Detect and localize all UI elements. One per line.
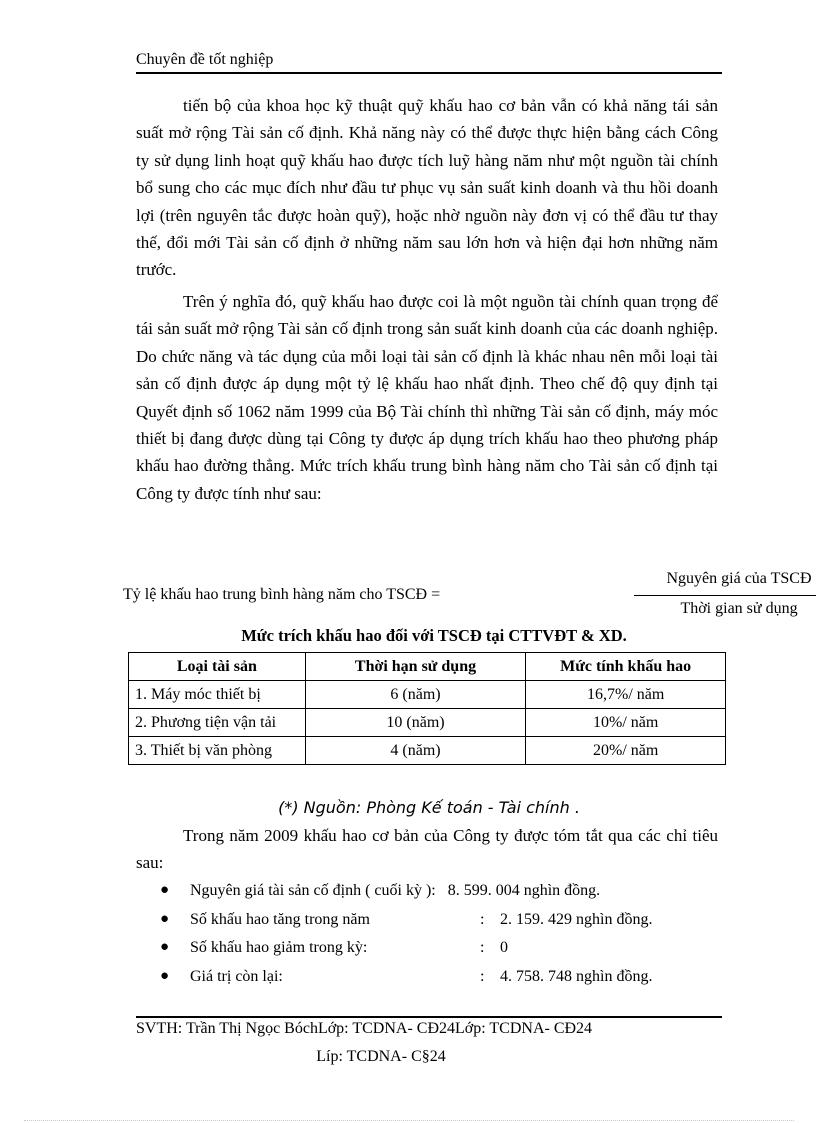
table-header-row [129,653,726,681]
formula-lhs: Tỷ lệ khấu hao trung bình hàng năm cho TSCĐ = [123,586,441,603]
paragraph-2: Trên ý nghĩa đó, quỹ khấu hao được coi là một nguồn tài chính quan trọng để tái sản suất mở rộng Tài sản cố định trong sản suất kinh doanh của các doanh nghiệp. Do chức năng và tác dụng của mỗi loại tài sản cố định là khác nhau nên mỗi loại tài sản cố định được áp dụng một tỷ lệ khấu hao nhất định. Theo chế độ quy định tại Quyết định số 1062 năm 1999 của Bộ Tài chính thì những Tài sản cố định, máy móc thiết bị đang được dùng tại Công ty được áp dụng trích khấu hao theo phương pháp khấu hao đường thẳng. Mức trích khấu trung bình hàng năm cho Tài sản cố định tại Công ty được tính như sau: [136,292,718,503]
bullet-icon: ● [160,910,170,927]
list-item-value: 0 [500,939,508,956]
bullet-icon: ● [160,967,170,984]
footer-divider [136,1016,722,1018]
page-bottom-divider [24,1120,794,1121]
formula-denominator: Thời gian sử dụng [680,600,798,617]
table-row [129,737,726,765]
list-item-value: 2. 159. 429 nghìn đồng. [500,910,653,928]
header-cell: Mức tính khấu hao [526,653,726,681]
indicator-list [160,882,730,996]
paragraph-3: Trong năm 2009 khấu hao cơ bản của Công ty được tóm tắt qua các chỉ tiêu sau: [136,826,718,873]
list-item-label: Số khấu hao tăng trong năm [190,910,370,928]
list-item [160,911,730,940]
table-cell: 16,7%/ năm [526,681,726,709]
table-cell: 2. Phương tiện vận tải [129,709,306,737]
list-item-value: 4. 758. 748 nghìn đồng. [500,967,653,985]
table-cell: 4 (năm) [305,737,526,765]
table-title: Mức trích khấu hao đối với TSCĐ tại CTTVĐT & XD. [241,626,627,645]
table-cell: 20%/ năm [526,737,726,765]
header-cell: Loại tài sản [129,653,306,681]
list-item-colon: : [480,967,485,985]
paragraph-1: tiến bộ của khoa học kỹ thuật quỹ khấu hao cơ bản vẫn có khả năng tái sản suất mở rộng Tài sản cố định. Khả năng này có thể được thực hiện bằng cách Công ty sử dụng linh hoạt quỹ khấu hao được tích luỹ hàng năm như một nguồn tài chính bổ sung cho các mục đích như đầu tư phục vụ sản suất kinh doanh và thu hồi doanh lợi (trên nguyên tắc được hoàn quỹ), hoặc nhờ nguồn này đơn vị có thể đầu tư thay thế, đổi mới Tài sản cố định ở những năm sau lớn hơn và hiện đại hơn những năm trước. [136,96,718,280]
list-item-text: Nguyên giá tài sản cố định ( cuối kỳ ): 8. 599. 004 nghìn đồng. [190,882,601,899]
formula-numerator: Nguyên giá của TSCĐ [666,570,812,587]
table-row [129,681,726,709]
list-item-label: Số khấu hao giảm trong kỳ: [190,939,368,956]
list-item-label: Giá trị còn lại: [190,967,283,985]
depreciation-table [128,652,726,765]
list-item-colon: : [480,939,485,956]
list-item [160,939,730,968]
table-row [129,709,726,737]
depreciation-formula [120,570,812,620]
bullet-icon: ● [160,882,170,898]
list-item [160,882,730,911]
list-item-colon: : [480,910,485,928]
fraction-bar [634,595,816,596]
footer-line-1: SVTH: Trần Thị Ngọc BóchLớp: TCDNA- CĐ24Lớp: TCDNA- CĐ24 [136,1020,593,1037]
footer-line-2: Líp: TCDNA- C§24 [316,1048,446,1065]
table-cell: 10%/ năm [526,709,726,737]
table-cell: 10 (năm) [305,709,526,737]
table-cell: 1. Máy móc thiết bị [129,681,306,709]
table-cell: 3. Thiết bị văn phòng [129,737,306,765]
source-note: (*) Nguồn: Phòng Kế toán - Tài chính . [278,798,580,817]
table-cell: 6 (năm) [305,681,526,709]
page-header: Chuyên đề tốt nghiệp [136,50,722,74]
bullet-icon: ● [160,939,170,955]
list-item [160,968,730,997]
header-cell: Thời hạn sử dụng [305,653,526,681]
